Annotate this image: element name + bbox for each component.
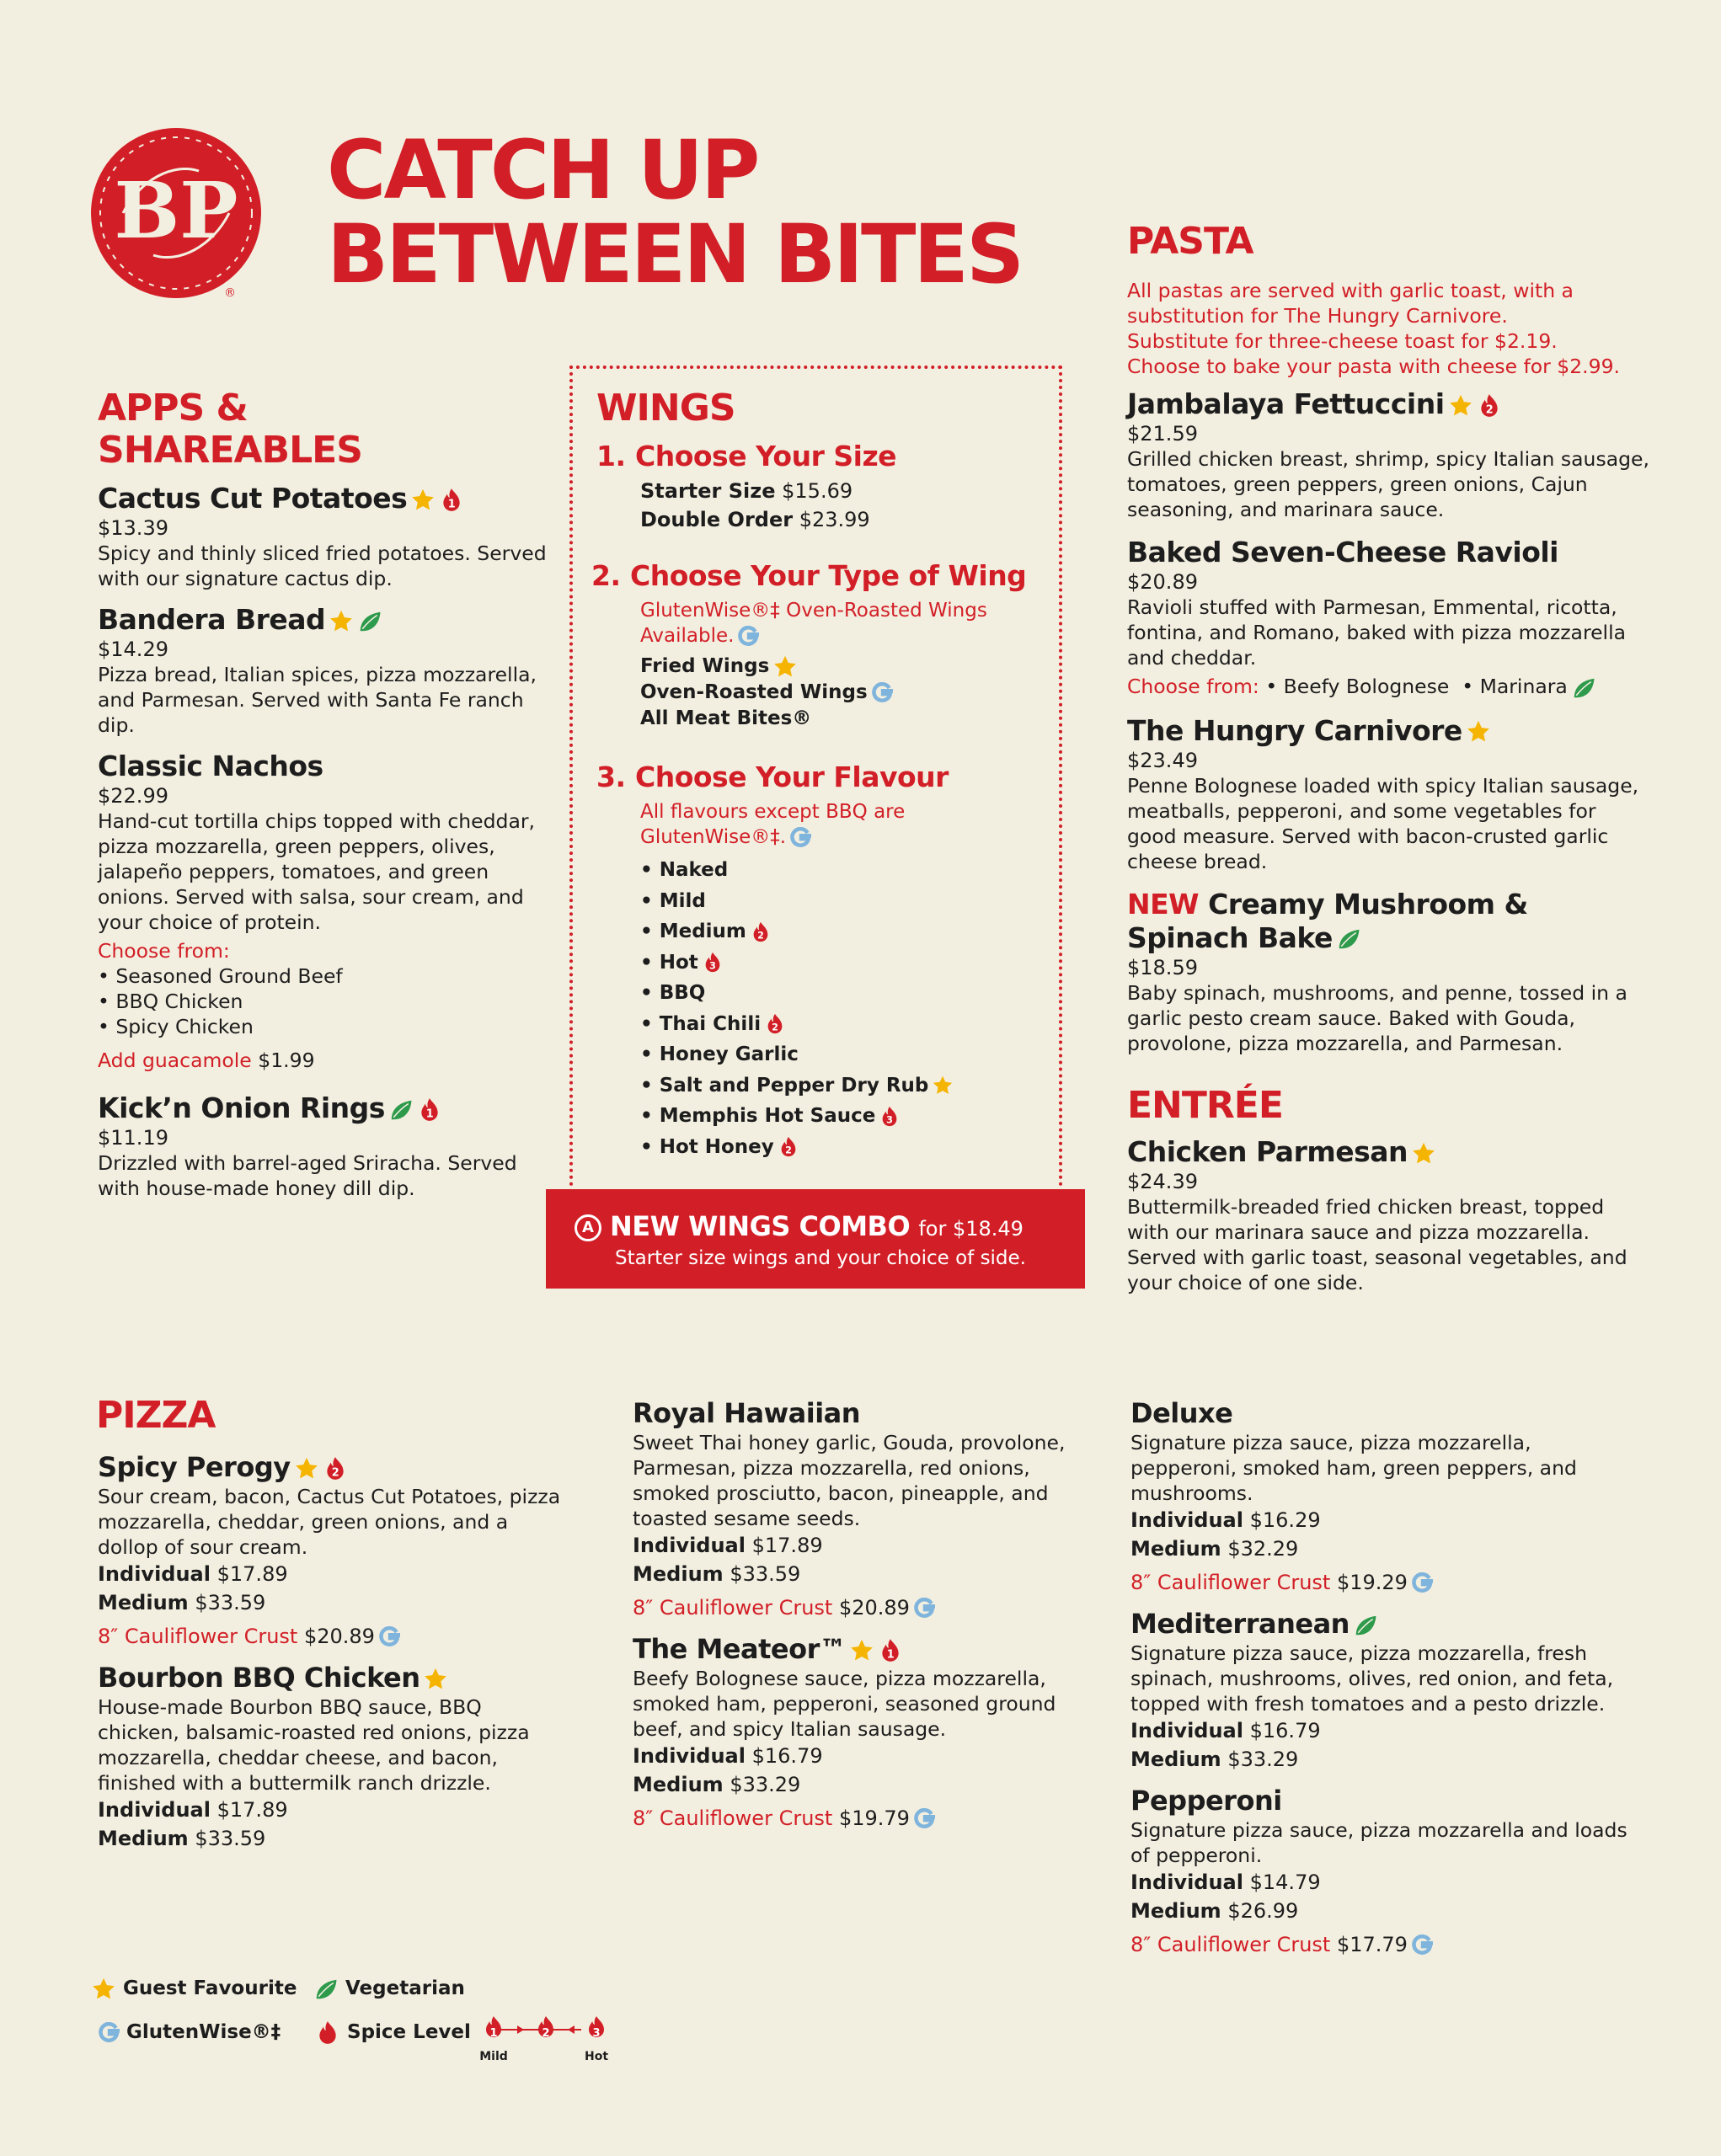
item-description: Grilled chicken breast, shrimp, spicy Italian sausage, tomatoes, green peppers, green onions, Cajun seasoning, and marinara sauce. <box>1127 447 1649 521</box>
cauliflower-price: $19.79 <box>838 1806 910 1830</box>
glutenwise-icon <box>98 2022 120 2044</box>
cauliflower-price: $17.79 <box>1336 1933 1408 1956</box>
medium-label: Medium <box>98 1827 189 1850</box>
wings-step-2 <box>591 559 1051 732</box>
svg-text:1: 1 <box>448 498 456 511</box>
logo-text: BP <box>114 165 238 256</box>
individual-price: $16.79 <box>751 1744 823 1768</box>
cauliflower-price: $20.89 <box>303 1625 375 1648</box>
medium-label: Medium <box>1130 1537 1221 1561</box>
cauliflower-price: $20.89 <box>838 1596 910 1620</box>
star-icon <box>1448 393 1473 419</box>
wing-type: Fried Wings <box>640 655 770 677</box>
choice-item: • BBQ Chicken <box>98 990 243 1013</box>
item-description: Ravioli stuffed with Parmesan, Emmental, ricotta, fontina, and Romano, baked with pizza mozzarella and cheddar. <box>1127 595 1627 670</box>
choose-label: Choose from: <box>98 939 230 963</box>
individual-price: $16.79 <box>1249 1719 1321 1742</box>
flame-icon <box>439 488 464 513</box>
item-name: Kick’n Onion Rings <box>98 1091 385 1124</box>
new-badge: NEW <box>1127 887 1200 921</box>
step-note: GlutenWise®‡ Oven-Roasted Wings <box>640 600 987 622</box>
page-title-line1: CATCH UP <box>327 123 758 217</box>
item-description: House-made Bourbon BBQ sauce, BBQ chicken, balsamic-roasted red onions, pizza mozzarella, cheddar cheese, and bacon, finished with a buttermilk ranch drizzle. <box>98 1695 530 1795</box>
star-icon <box>932 1075 954 1097</box>
star-icon <box>294 1456 319 1481</box>
size-label: Starter Size <box>640 479 776 503</box>
item-description: Spicy and thinly sliced fried potatoes. Served with our signature cactus dip. <box>98 542 547 590</box>
glutenwise-icon <box>913 1598 935 1620</box>
pizza-item <box>98 1661 569 1853</box>
cauliflower-label: 8″ Cauliflower Crust <box>98 1625 298 1648</box>
item-name: Mediterranean <box>1130 1608 1350 1640</box>
svg-text:2: 2 <box>757 929 764 941</box>
item-description: Drizzled with barrel-aged Sriracha. Served with house-made honey dill dip. <box>98 1151 517 1200</box>
wings-step-1 <box>596 440 1051 534</box>
menu-item <box>1127 888 1649 1056</box>
item-description: Penne Bolognese loaded with spicy Italian sausage, meatballs, pepperoni, and some vegetables for good measure. Served with bacon-crusted garlic cheese bread. <box>1127 773 1639 873</box>
item-name: Baked Seven-Cheese Ravioli <box>1127 536 1558 568</box>
addon-price: $1.99 <box>258 1049 315 1072</box>
item-price: $21.59 <box>1127 422 1198 446</box>
svg-text:3: 3 <box>886 1113 894 1125</box>
spice-hot-label: Hot <box>584 2050 609 2063</box>
choose-label: Choose from: <box>1127 675 1259 698</box>
size-price: $15.69 <box>782 479 853 503</box>
medium-price: $33.59 <box>195 1591 266 1614</box>
individual-price: $16.29 <box>1249 1508 1321 1532</box>
addon-line <box>98 1048 553 1073</box>
pizza-column-3 <box>1130 1396 1636 1959</box>
step-note: All flavours except BBQ are <box>640 801 906 823</box>
item-name: Chicken Parmesan <box>1127 1135 1408 1168</box>
medium-price: $32.29 <box>1227 1537 1299 1561</box>
menu-item <box>1127 536 1649 701</box>
glutenwise-icon <box>789 827 811 849</box>
item-name: Bourbon BBQ Chicken <box>98 1662 420 1694</box>
star-icon <box>410 488 436 513</box>
medium-price: $33.59 <box>195 1827 266 1850</box>
apps-heading-line2: SHAREABLES <box>98 429 362 472</box>
individual-label: Individual <box>98 1798 211 1822</box>
item-name: Bandera Bread <box>98 603 326 636</box>
flame-icon <box>323 1456 348 1481</box>
star-icon <box>329 609 354 634</box>
wings-section <box>591 387 1051 1162</box>
pizza-item <box>633 1396 1071 1622</box>
item-description: Pizza bread, Italian spices, pizza mozzarella, and Parmesan. Served with Santa Fe ranch dip. <box>98 663 537 737</box>
glutenwise-icon <box>1411 1935 1433 1956</box>
pasta-intro: Choose to bake your pasta with cheese for $2.99. <box>1127 355 1621 378</box>
pizza-item <box>98 1450 569 1651</box>
glutenwise-icon <box>1411 1572 1433 1594</box>
individual-label: Individual <box>633 1534 746 1557</box>
brand-logo <box>89 126 263 300</box>
legend-glutenwise: GlutenWise®‡ <box>126 2021 281 2043</box>
glutenwise-icon <box>871 682 893 704</box>
individual-label: Individual <box>1130 1508 1243 1532</box>
size-label: Double Order <box>640 508 794 531</box>
pasta-section <box>1127 221 1649 1056</box>
flavour-item: • Naked <box>640 859 729 881</box>
item-description: Signature pizza sauce, pizza mozzarella, pepperoni, smoked ham, green peppers, and mushrooms. <box>1130 1431 1577 1505</box>
flame-icon <box>417 1097 442 1123</box>
leaf-icon <box>1571 675 1596 701</box>
item-description: Hand-cut tortilla chips topped with cheddar, pizza mozzarella, green peppers, olives, jalapeño peppers, tomatoes, and green onions. Served with salsa, sour cream, and your choice of protein. <box>98 809 535 934</box>
pizza-item <box>1130 1607 1636 1774</box>
item-name: Cactus Cut Potatoes <box>98 482 408 515</box>
step-number: 1. <box>596 440 626 472</box>
individual-price: $17.89 <box>216 1562 288 1586</box>
pizza-heading: PIZZA <box>96 1394 216 1437</box>
item-description: Buttermilk-breaded fried chicken breast, topped with our marinara sauce and pizza mozzarella. Served with garlic toast, seasonal vegetables, and your choice of one side. <box>1127 1195 1627 1294</box>
flame-icon <box>778 1136 799 1158</box>
legend-spice: Spice Level <box>347 2021 471 2043</box>
individual-label: Individual <box>633 1744 746 1768</box>
star-icon <box>849 1638 874 1663</box>
item-description: Beefy Bolognese sauce, pizza mozzarella, smoked ham, pepperoni, seasoned ground beef, and spicy Italian sausage. <box>633 1667 1056 1741</box>
item-price: $24.39 <box>1127 1170 1198 1193</box>
wing-type: All Meat Bites® <box>640 707 812 729</box>
flame-icon <box>879 1106 901 1128</box>
svg-text:1: 1 <box>425 1107 434 1121</box>
pasta-intro: Substitute for three-cheese toast for $2.19. <box>1127 329 1558 353</box>
apps-heading-line1: APPS & <box>98 387 248 430</box>
medium-label: Medium <box>1130 1899 1221 1923</box>
star-icon <box>772 654 798 680</box>
item-name: Spicy Perogy <box>98 1451 291 1483</box>
page-title-line2: BETWEEN BITES <box>327 207 1023 302</box>
menu-item <box>98 603 553 738</box>
cauliflower-label: 8″ Cauliflower Crust <box>633 1596 833 1620</box>
item-description: Signature pizza sauce, pizza mozzarella and loads of pepperoni. <box>1130 1818 1627 1867</box>
medium-price: $33.29 <box>1227 1748 1299 1771</box>
step-note: GlutenWise®‡. <box>640 826 787 848</box>
medium-label: Medium <box>633 1773 724 1796</box>
flavour-item: • Hot Honey <box>640 1135 774 1158</box>
item-description: Sweet Thai honey garlic, Gouda, provolone, Parmesan, pizza mozzarella, red onions, smoked prosciutto, bacon, pineapple, and toasted sesame seeds. <box>633 1431 1066 1530</box>
leaf-icon <box>357 609 382 634</box>
item-name: Spinach Bake <box>1127 921 1333 954</box>
menu-item <box>98 750 553 1073</box>
glutenwise-icon <box>913 1808 935 1830</box>
flame-icon <box>750 921 772 943</box>
step-number: 2. <box>591 559 621 592</box>
star-icon <box>1466 719 1491 744</box>
individual-label: Individual <box>1130 1719 1243 1742</box>
medium-label: Medium <box>98 1591 189 1614</box>
wings-heading: WINGS <box>596 387 735 430</box>
svg-text:2: 2 <box>772 1022 778 1033</box>
individual-label: Individual <box>1130 1870 1243 1894</box>
individual-label: Individual <box>98 1562 211 1586</box>
medium-price: $26.99 <box>1227 1899 1299 1923</box>
step-title: Choose Your Flavour <box>635 760 949 793</box>
addon-label: Add guacamole <box>98 1049 252 1072</box>
flame-icon <box>878 1638 903 1663</box>
item-price: $22.99 <box>98 784 168 808</box>
wings-step-3 <box>596 760 1051 1162</box>
flame-icon <box>702 952 724 974</box>
item-price: $20.89 <box>1127 570 1198 594</box>
step-title: Choose Your Size <box>635 440 897 472</box>
menu-item <box>1127 387 1649 522</box>
wings-combo-banner <box>546 1189 1085 1289</box>
pizza-column-1 <box>98 1450 569 1853</box>
individual-price: $17.89 <box>216 1798 288 1822</box>
spice-level-2: 2 <box>542 2027 550 2040</box>
pasta-intro: All pastas are served with garlic toast, with a <box>1127 279 1574 302</box>
combo-price: for $18.49 <box>918 1217 1024 1241</box>
star-icon <box>1411 1141 1436 1166</box>
spice-mild-label: Mild <box>480 2050 508 2063</box>
flame-icon <box>1477 393 1502 419</box>
item-price: $14.29 <box>98 638 168 661</box>
legend-favourite: Guest Favourite <box>123 1977 297 1999</box>
star-icon <box>423 1667 448 1692</box>
choice-item: • Seasoned Ground Beef <box>98 964 343 988</box>
item-name: Deluxe <box>1130 1397 1233 1429</box>
pizza-item <box>1130 1396 1636 1597</box>
legend-vegetarian: Vegetarian <box>345 1977 465 1999</box>
entree-heading: ENTRÉE <box>1127 1084 1283 1127</box>
step-number: 3. <box>596 760 626 793</box>
item-name: The Meateor™ <box>633 1633 847 1665</box>
wing-type: Oven-Roasted Wings <box>640 681 868 703</box>
item-name: The Hungry Carnivore <box>1127 713 1462 747</box>
item-name: Classic Nachos <box>98 750 323 782</box>
menu-item <box>1127 1135 1633 1295</box>
svg-text:2: 2 <box>784 1145 792 1156</box>
choice-item: • Beefy Bolognese <box>1265 675 1450 698</box>
item-description: Signature pizza sauce, pizza mozzarella, fresh spinach, mushrooms, olives, red onion, and feta, topped with fresh tomatoes and a pesto drizzle. <box>1130 1641 1614 1716</box>
pizza-item <box>633 1632 1071 1833</box>
flavour-item: • Mild <box>640 889 706 912</box>
glutenwise-icon <box>378 1626 400 1648</box>
item-price: $18.59 <box>1127 955 1198 979</box>
choice-item: • Spicy Chicken <box>98 1015 254 1038</box>
medium-label: Medium <box>633 1562 724 1586</box>
leaf-icon <box>388 1097 414 1123</box>
step-note: Available. <box>640 625 735 647</box>
individual-price: $14.79 <box>1249 1870 1321 1894</box>
flavour-item: • Honey Garlic <box>640 1043 799 1065</box>
svg-text:2: 2 <box>331 1466 339 1480</box>
svg-text:1: 1 <box>887 1648 895 1662</box>
flavour-item: • Salt and Pepper Dry Rub <box>640 1074 929 1097</box>
cauliflower-label: 8″ Cauliflower Crust <box>1130 1933 1331 1956</box>
svg-text:2: 2 <box>1485 403 1493 417</box>
pizza-column-2 <box>633 1396 1071 1833</box>
item-price: $23.49 <box>1127 748 1198 772</box>
flavour-item: • Medium <box>640 921 746 942</box>
leaf-icon <box>1336 926 1361 952</box>
combo-subtitle: Starter size wings and your choice of side. <box>615 1247 1026 1269</box>
cauliflower-label: 8″ Cauliflower Crust <box>1130 1571 1331 1594</box>
leaf-icon <box>1353 1613 1378 1638</box>
combo-badge: A <box>575 1214 601 1241</box>
spice-scale <box>480 2013 615 2072</box>
flame-icon <box>764 1013 786 1035</box>
cauliflower-price: $19.29 <box>1336 1571 1408 1594</box>
flavour-item: • Thai Chili <box>640 1012 762 1035</box>
item-price: $13.39 <box>98 516 168 540</box>
medium-price: $33.29 <box>730 1773 801 1796</box>
item-description: Sour cream, bacon, Cactus Cut Potatoes, pizza mozzarella, cheddar, green onions, and a dollop of sour cream. <box>98 1485 561 1559</box>
cauliflower-label: 8″ Cauliflower Crust <box>633 1806 833 1830</box>
choice-item: • Marinara <box>1462 675 1568 698</box>
flavour-item: • BBQ <box>640 982 706 1004</box>
item-name: Pepperoni <box>1130 1785 1282 1817</box>
medium-price: $33.59 <box>730 1562 801 1586</box>
menu-item <box>98 482 553 591</box>
pasta-intro: substitution for The Hungry Carnivore. <box>1127 304 1508 328</box>
legend <box>91 1974 630 2075</box>
spice-level-1: 1 <box>489 2027 498 2040</box>
medium-label: Medium <box>1130 1748 1221 1771</box>
flavour-item: • Hot <box>640 951 698 974</box>
entree-section <box>1127 1085 1633 1295</box>
item-name: Jambalaya Fettuccini <box>1127 387 1445 420</box>
item-description: Baby spinach, mushrooms, and penne, tossed in a garlic pesto cream sauce. Baked with Gouda, provolone, pizza mozzarella, and Parmesan. <box>1127 980 1627 1055</box>
combo-title: NEW WINGS COMBO <box>610 1210 911 1242</box>
apps-section <box>98 387 553 1201</box>
size-price: $23.99 <box>799 508 870 531</box>
item-price: $11.19 <box>98 1126 168 1150</box>
logo-registered-mark: ® <box>224 286 236 300</box>
step-title: Choose Your Type of Wing <box>630 559 1027 592</box>
flavour-item: • Memphis Hot Sauce <box>640 1105 876 1127</box>
item-name: Royal Hawaiian <box>633 1397 861 1429</box>
menu-item <box>98 1091 553 1201</box>
pizza-item <box>1130 1784 1636 1959</box>
spice-level-3: 3 <box>592 2027 601 2040</box>
menu-item <box>1127 714 1649 874</box>
glutenwise-icon <box>737 626 759 648</box>
item-name: Creamy Mushroom & <box>1208 887 1528 921</box>
star-icon <box>91 1977 116 2002</box>
flame-icon <box>315 2020 340 2046</box>
leaf-icon <box>313 1977 339 2002</box>
svg-text:3: 3 <box>708 960 716 972</box>
individual-price: $17.89 <box>751 1534 823 1557</box>
pasta-heading: PASTA <box>1127 220 1253 263</box>
